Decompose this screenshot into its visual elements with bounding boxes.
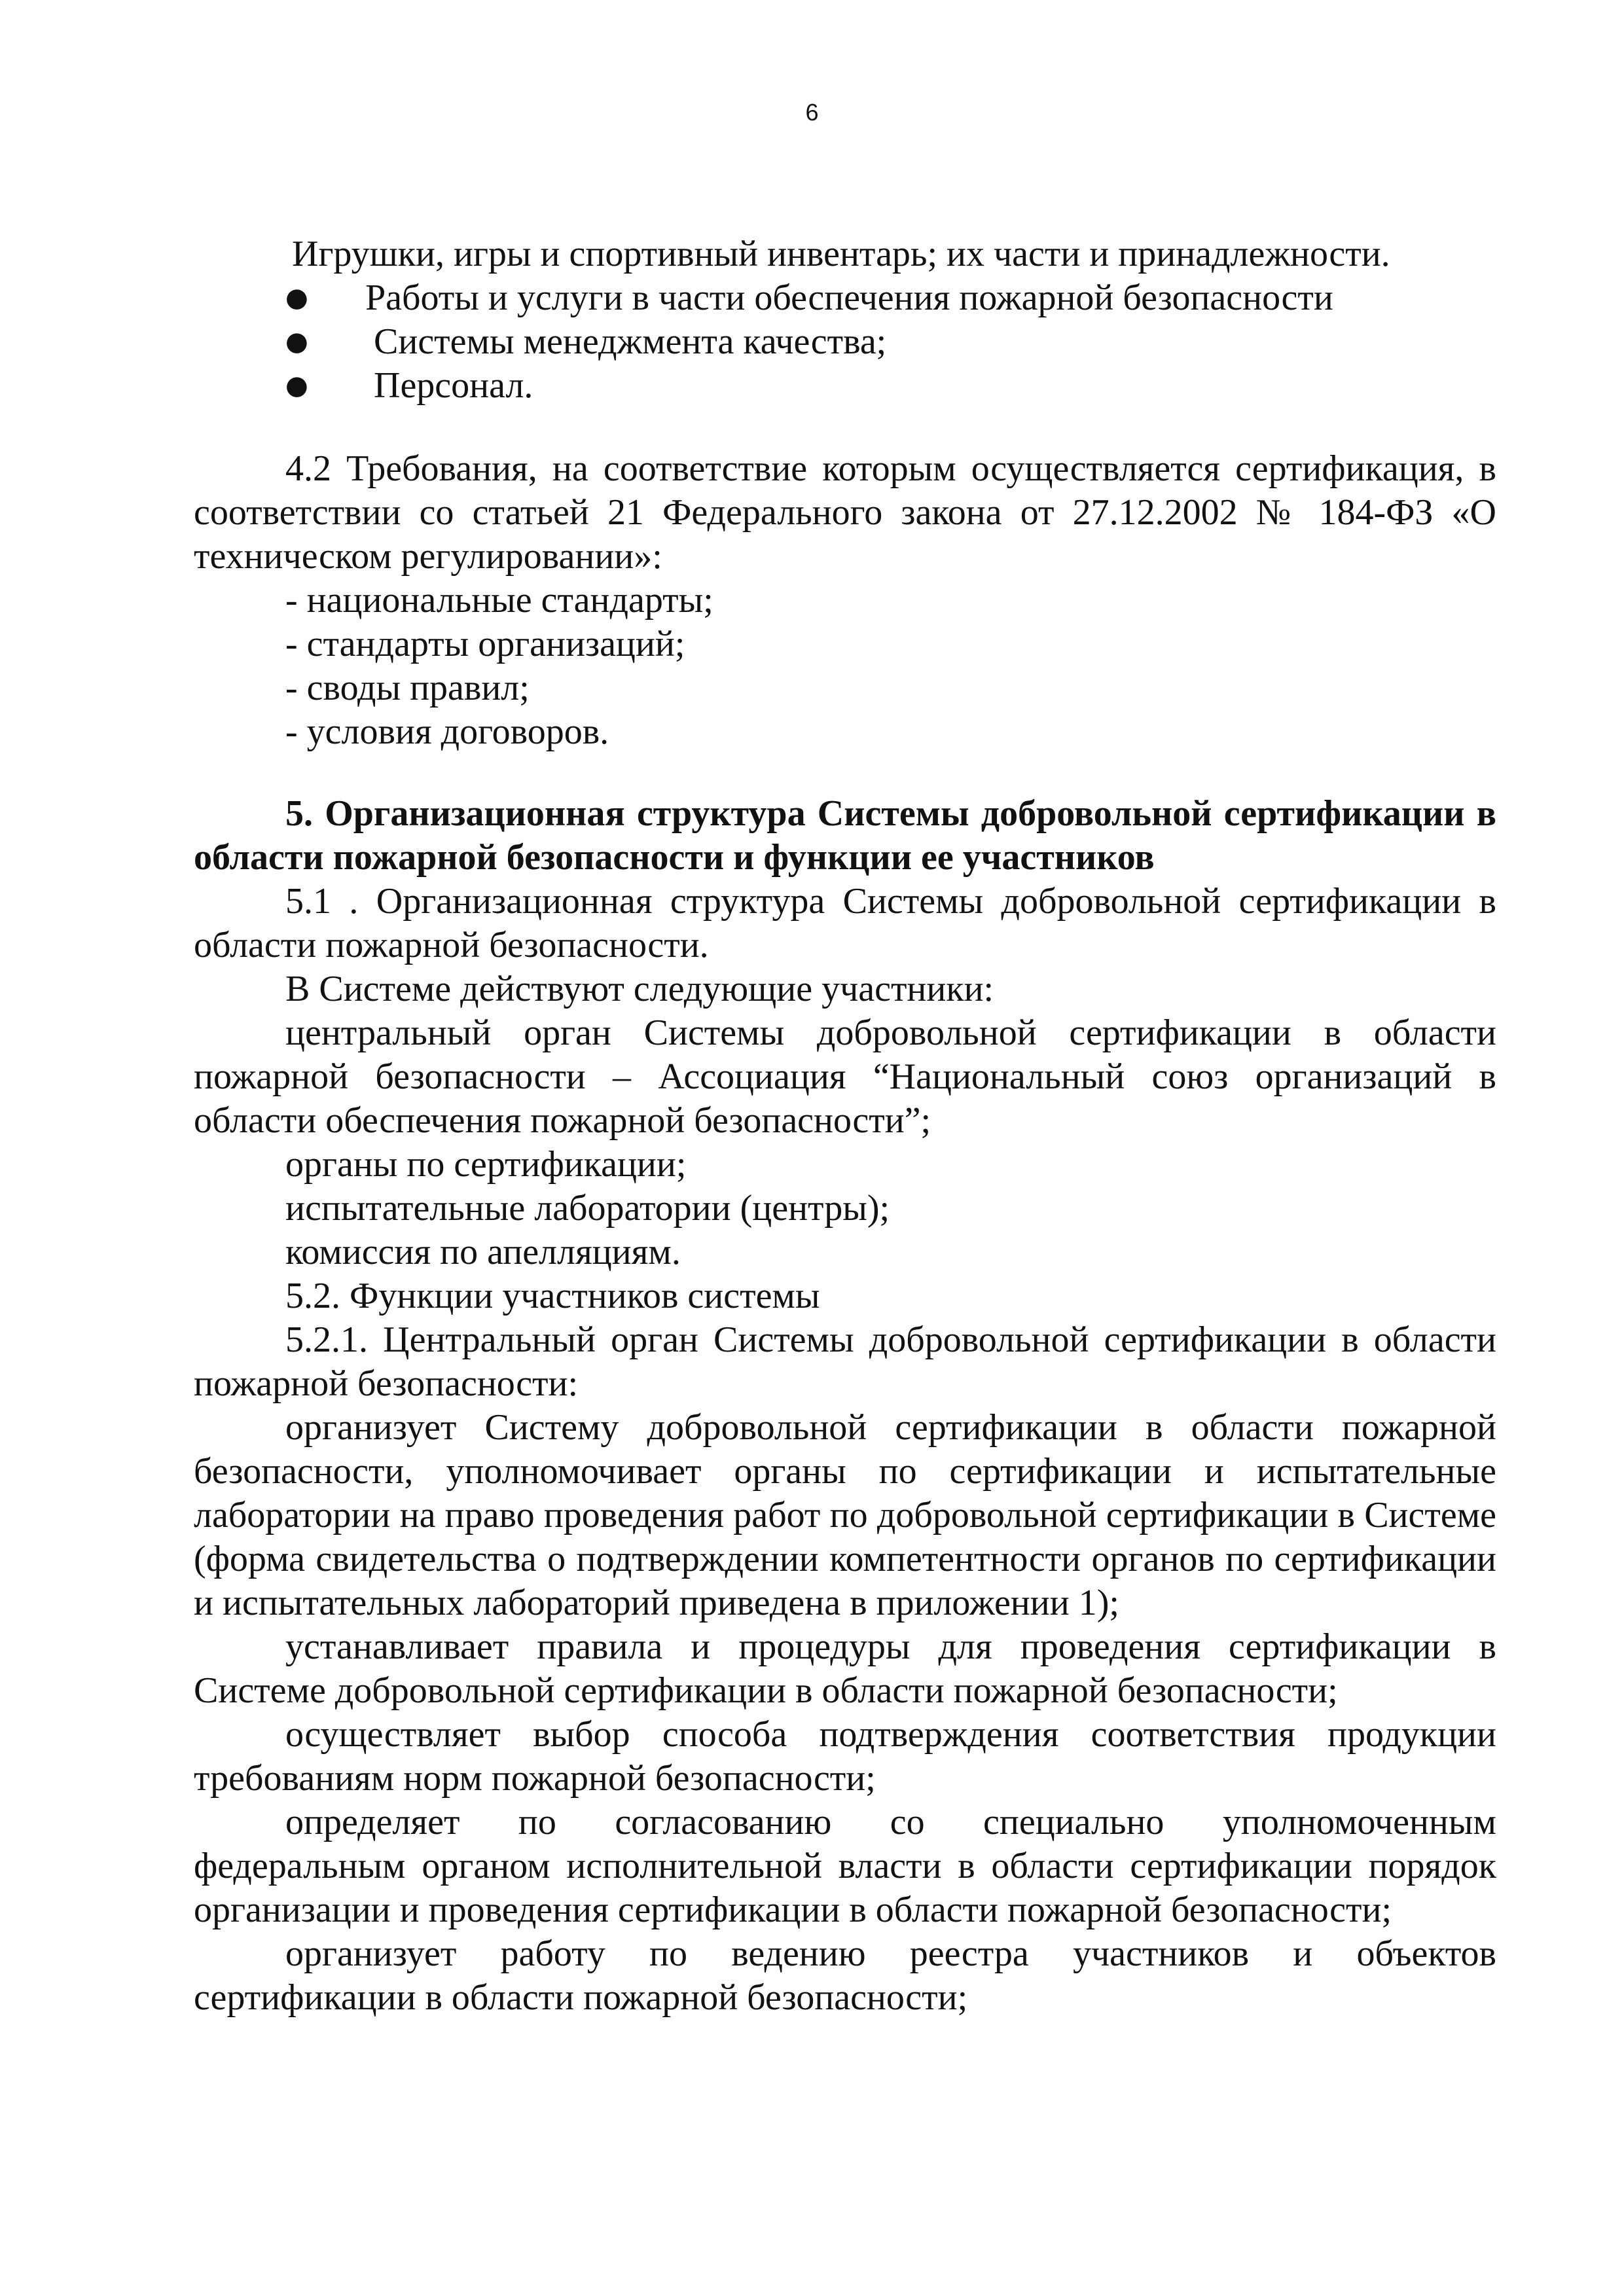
word: реестра <box>909 1933 1029 1974</box>
bullet-text: Работы и услуги в части обеспечения пожарной безопасности <box>365 278 1333 318</box>
function-registry-first-line <box>194 1932 1496 1976</box>
intro-line: Игрушки, игры и спортивный инвентарь; их части и принадлежности. <box>292 234 1390 274</box>
list-item <box>194 364 1496 408</box>
word: по <box>649 1933 688 1974</box>
word: со <box>890 1802 925 1842</box>
section-4-2-paragraph: 4.2 Требования, на соответствие которым осуществляется сертификация, в соответствии со статьей 21 Федерального закона от 27.12.2002 № 184-ФЗ «О техническом регулировании»: <box>194 448 1496 577</box>
word: работу <box>500 1933 605 1974</box>
word: по <box>518 1802 556 1842</box>
word: и <box>1293 1933 1313 1974</box>
word: уполномоченным <box>1222 1802 1496 1842</box>
participant-item: комиссия по апелляциям. <box>285 1232 681 1272</box>
section-5-2-paragraph: 5.2. Функции участников системы <box>285 1276 820 1316</box>
function-rules-paragraph: устанавливает правила и процедуры для проведения сертификации в Системе добровольной сертификации в области пожарной безопасности; <box>194 1626 1496 1711</box>
word: ведению <box>731 1933 866 1974</box>
participant-item: органы по сертификации; <box>285 1144 687 1185</box>
function-define-rest: федеральным органом исполнительной власти в области сертификации порядок организации и проведения сертификации в области пожарной безопасности; <box>194 1846 1496 1930</box>
participants-intro: В Системе действуют следующие участники: <box>285 969 994 1009</box>
page-number: 6 <box>805 99 819 126</box>
word: согласованию <box>615 1802 832 1842</box>
word: специально <box>983 1802 1164 1842</box>
bullet-icon: ● <box>285 327 308 357</box>
page-content <box>194 232 1496 2020</box>
section-5-1-paragraph: 5.1 . Организационная структура Системы добровольной сертификации в области пожарной безопасности. <box>194 881 1496 965</box>
requirement-item: - стандарты организаций; <box>285 624 685 664</box>
word: организует <box>285 1933 457 1974</box>
word: объектов <box>1356 1933 1496 1974</box>
bullet-icon: ● <box>285 370 308 401</box>
function-define-first-line <box>194 1801 1496 1844</box>
spacer <box>194 754 1496 792</box>
requirement-item: - национальные стандарты; <box>285 580 713 620</box>
function-registry-rest: сертификации в области пожарной безопасности; <box>194 1977 968 2018</box>
spacer <box>194 408 1496 447</box>
central-body-paragraph: центральный орган Системы добровольной сертификации в области пожарной безопасности – Ассоциация “Национальный союз организаций в области обеспечения пожарной безопасности”; <box>194 1013 1496 1141</box>
section-5-heading: 5. Организационная структура Системы добровольной сертификации в области пожарной безопасности и функции ее участников <box>194 793 1496 878</box>
section-5-2-1-paragraph: 5.2.1. Центральный орган Системы добровольной сертификации в области пожарной безопасности: <box>194 1319 1496 1404</box>
word: определяет <box>285 1802 460 1842</box>
bullet-text: Персонал. <box>374 365 533 406</box>
bullet-list <box>194 276 1496 408</box>
function-organize-paragraph: организует Систему добровольной сертификации в области пожарной безопасности, уполномочивает органы по сертификации и испытательные лаборатории на право проведения работ по добровольной сертификации в Системе (форма свидетельства о подтверждении компетентности органов по сертификации и испытательных лабораторий приведена в приложении 1); <box>194 1407 1496 1623</box>
list-item <box>194 320 1496 364</box>
word: участников <box>1072 1933 1250 1974</box>
list-item <box>194 276 1496 320</box>
participant-item: испытательные лаборатории (центры); <box>285 1188 890 1229</box>
requirement-item: - своды правил; <box>285 668 530 708</box>
function-method-paragraph: осуществляет выбор способа подтверждения соответствия продукции требованиям норм пожарной безопасности; <box>194 1714 1496 1799</box>
bullet-text: Системы менеджмента качества; <box>374 321 887 362</box>
bullet-icon: ● <box>285 283 308 313</box>
requirement-item: - условия договоров. <box>285 711 609 752</box>
